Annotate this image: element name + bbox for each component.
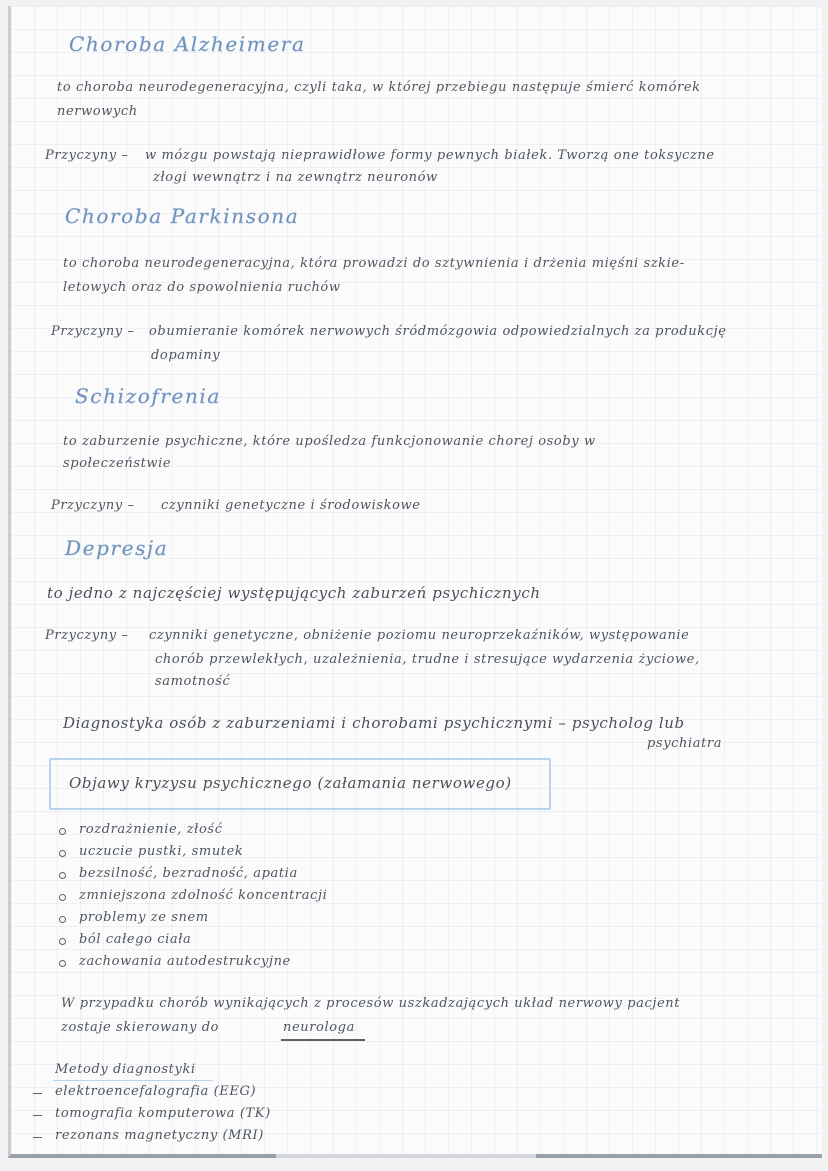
alzheimer-causes-line1: w mózgu powstają nieprawidłowe formy pewnych białek. Tworzą one toksyczne	[145, 148, 715, 163]
heading-depression: Depresja	[65, 536, 169, 560]
schizophrenia-definition-line1: to zaburzenie psychiczne, które upośledza funkcjonowanie chorej osoby w	[63, 434, 596, 449]
methods-title: Metody diagnostyki	[55, 1062, 196, 1077]
diagnostics-line1: Diagnostyka osób z zaburzeniami i chorobami psychicznymi – psycholog lub	[63, 714, 685, 732]
neurology-line2-prefix: zostaje skierowany do	[61, 1020, 220, 1035]
dash-icon	[33, 1115, 42, 1116]
parkinson-definition-line1: to choroba neurodegeneracyjna, która prowadzi do sztywnienia i drżenia mięśni szkie-	[63, 256, 685, 271]
bullet-icon	[59, 828, 66, 835]
parkinson-causes-line2: dopaminy	[151, 348, 221, 363]
symptom-item: bezsilność, bezradność, apatia	[79, 866, 298, 881]
symptom-item: zachowania autodestrukcyjne	[79, 954, 291, 969]
heading-parkinson: Choroba Parkinsona	[65, 204, 300, 228]
diagnostics-line2: psychiatra	[647, 736, 723, 751]
symptom-item: zmniejszona zdolność koncentracji	[79, 888, 328, 903]
parkinson-causes-line1: obumieranie komórek nerwowych śródmózgowia odpowiedzialnych za produkcję	[149, 324, 727, 339]
alzheimer-definition-line2: nerwowych	[57, 104, 138, 119]
schizophrenia-causes-label: Przyczyny –	[51, 498, 135, 513]
bullet-icon	[59, 938, 66, 945]
depression-causes-line1: czynniki genetyczne, obniżenie poziomu neuroprzekaźników, występowanie	[149, 628, 690, 643]
depression-causes-line3: samotność	[155, 674, 231, 689]
notebook-page	[8, 6, 822, 1158]
bullet-icon	[59, 960, 66, 967]
method-item: rezonans magnetyczny (MRI)	[55, 1128, 264, 1143]
bullet-icon	[59, 916, 66, 923]
parkinson-definition-line2: letowych oraz do spowolnienia ruchów	[63, 280, 341, 295]
schizophrenia-causes-line1: czynniki genetyczne i środowiskowe	[161, 498, 421, 513]
bullet-icon	[59, 850, 66, 857]
alzheimer-definition-line1: to choroba neurodegeneracyjna, czyli taka, w której przebiegu następuje śmierć komórek	[57, 80, 701, 95]
neurology-line1: W przypadku chorób wynikających z procesów uszkadzających układ nerwowy pacjent	[61, 996, 681, 1011]
parkinson-causes-label: Przyczyny –	[51, 324, 135, 339]
alzheimer-causes-label: Przyczyny –	[45, 148, 129, 163]
heading-schizophrenia: Schizofrenia	[75, 384, 221, 408]
horizontal-scrollbar[interactable]	[276, 1154, 536, 1158]
depression-causes-line2: chorób przewlekłych, uzależnienia, trudne i stresujące wydarzenia życiowe,	[155, 652, 700, 667]
bullet-icon	[59, 894, 66, 901]
methods-title-underline	[53, 1080, 213, 1081]
referral-underline	[281, 1039, 365, 1041]
crisis-box	[49, 758, 551, 810]
alzheimer-causes-line2: złogi wewnątrz i na zewnątrz neuronów	[153, 170, 438, 185]
symptom-item: ból całego ciała	[79, 932, 192, 947]
depression-definition-line1: to jedno z najczęściej występujących zaburzeń psychicznych	[47, 584, 541, 602]
heading-alzheimer: Choroba Alzheimera	[69, 32, 306, 56]
dash-icon	[33, 1093, 42, 1094]
symptom-item: rozdrażnienie, złość	[79, 822, 223, 837]
crisis-box-title: Objawy kryzysu psychicznego (załamania nerwowego)	[69, 774, 512, 792]
neurology-referral: neurologa	[283, 1020, 355, 1035]
schizophrenia-definition-line2: społeczeństwie	[63, 456, 172, 471]
method-item: tomografia komputerowa (TK)	[55, 1106, 271, 1121]
symptom-item: uczucie pustki, smutek	[79, 844, 244, 859]
dash-icon	[33, 1137, 42, 1138]
symptom-item: problemy ze snem	[79, 910, 209, 925]
depression-causes-label: Przyczyny –	[45, 628, 129, 643]
bullet-icon	[59, 872, 66, 879]
method-item: elektroencefalografia (EEG)	[55, 1084, 257, 1099]
